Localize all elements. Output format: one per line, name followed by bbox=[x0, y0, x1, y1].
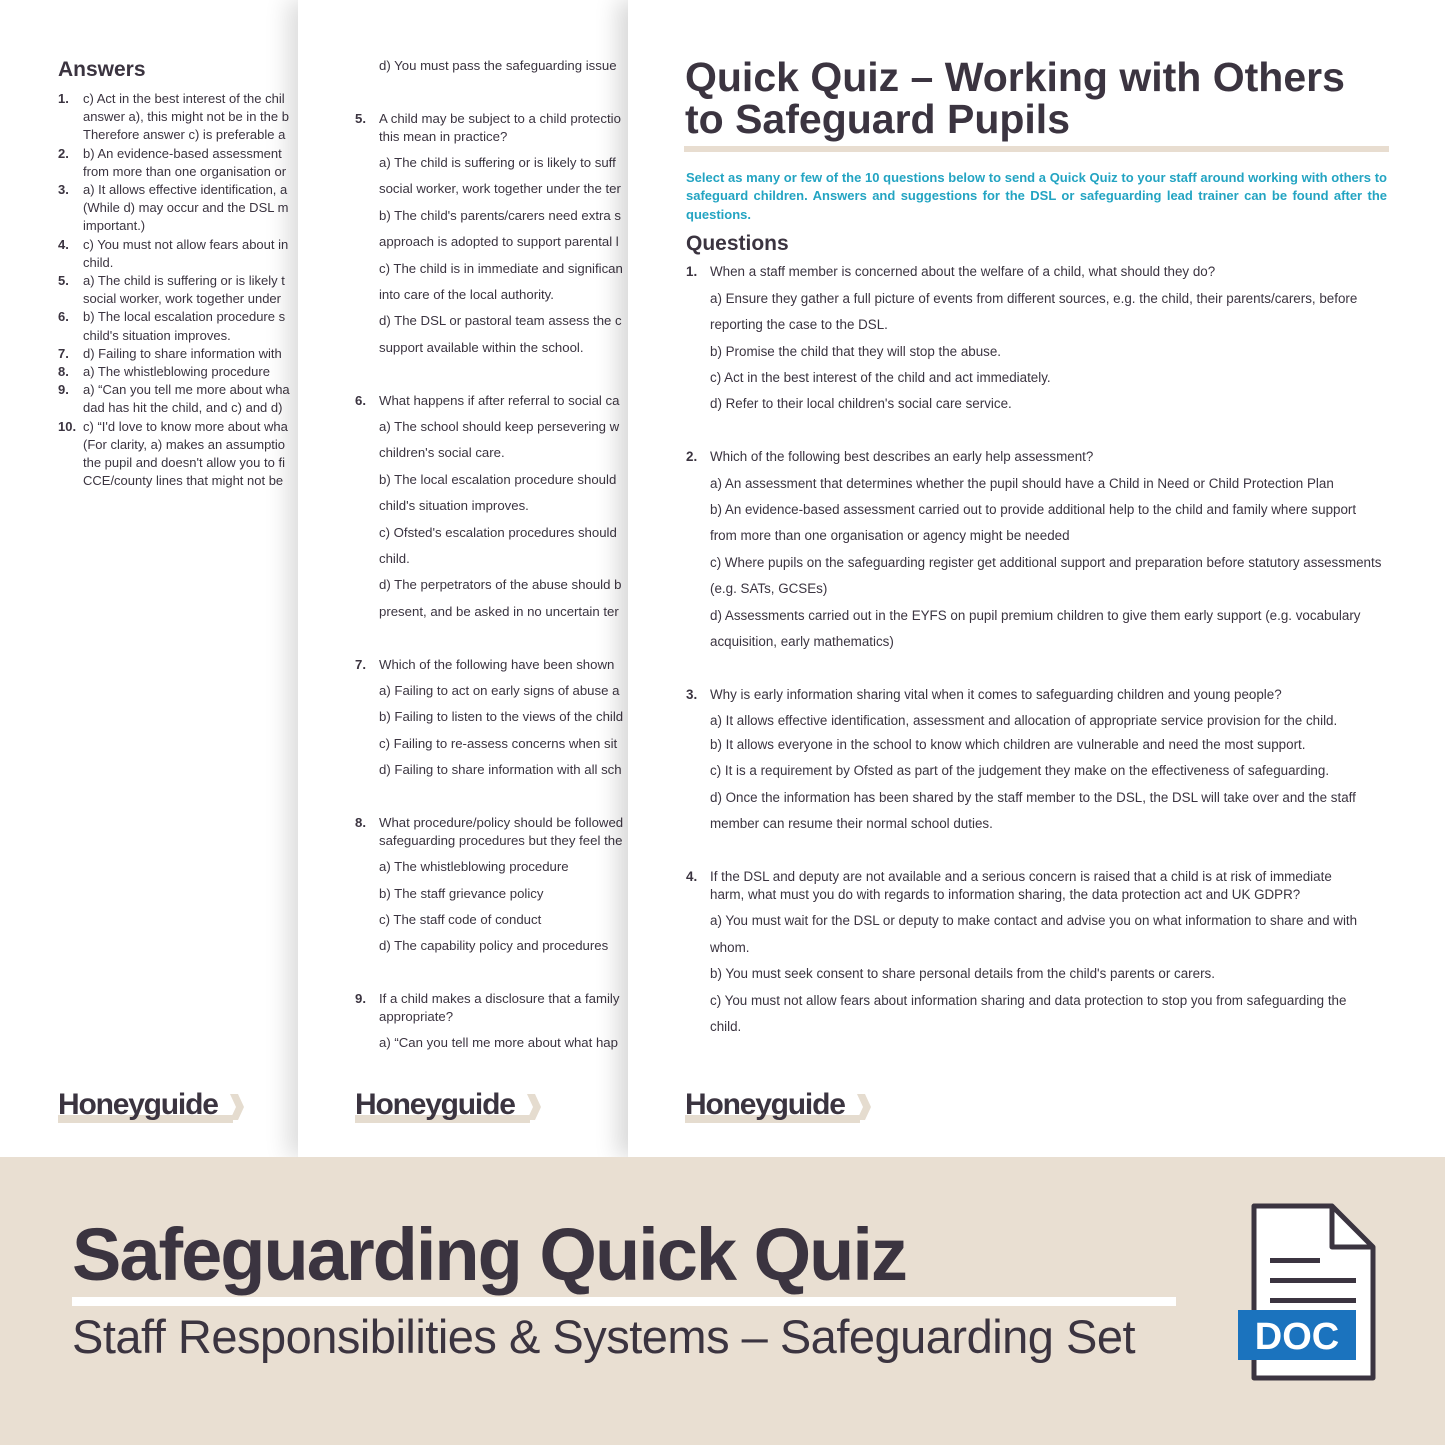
option-text: a) “Can you tell me more about what hap bbox=[379, 1035, 618, 1050]
answers-list bbox=[58, 90, 300, 490]
option-text: d) Failing to share information with all sch bbox=[379, 762, 622, 777]
banner-subtitle: Staff Responsibilities & Systems – Safeguarding Set bbox=[72, 1310, 1136, 1363]
answer-number: 10. bbox=[58, 418, 77, 434]
option-text: child. bbox=[379, 551, 410, 566]
document-icon bbox=[1236, 1202, 1378, 1384]
option-text: d) The DSL or pastoral team assess the c bbox=[379, 313, 622, 328]
answer-text: (While d) may occur and the DSL m bbox=[83, 200, 289, 216]
answer-text: answer a), this might not be in the b bbox=[83, 109, 289, 125]
question-text: Which of the following best describes an early help assessment? bbox=[710, 449, 1094, 464]
answer-number: 1. bbox=[58, 91, 69, 106]
answers-page bbox=[0, 0, 300, 1157]
option-text: a) The whistleblowing procedure bbox=[379, 859, 569, 874]
answer-line bbox=[58, 272, 300, 290]
answer-line bbox=[58, 418, 300, 436]
question-number: 3. bbox=[686, 687, 698, 702]
answer-number-spacer bbox=[58, 399, 83, 417]
question-text: A child may be subject to a child protectio bbox=[379, 111, 621, 126]
option-text: c) Ofsted's escalation procedures should bbox=[379, 525, 617, 540]
option-text: d) You must pass the safeguarding issue bbox=[379, 58, 617, 73]
answer-text: b) An evidence-based assessment bbox=[83, 145, 282, 161]
answer-text: Therefore answer c) is preferable a bbox=[83, 127, 286, 143]
option-text: c) Failing to re-assess concerns when sit bbox=[379, 736, 618, 751]
answer-text: (For clarity, a) makes an assumptio bbox=[83, 436, 286, 452]
question-text: If a child makes a disclosure that a family bbox=[379, 991, 620, 1006]
question-text: What procedure/policy should be followed bbox=[379, 815, 624, 830]
question-number: 8. bbox=[355, 815, 366, 830]
option-text: children's social care. bbox=[379, 445, 505, 460]
option-text: approach is adopted to support parental l bbox=[379, 234, 619, 249]
option-text: safeguarding procedures but they feel the bbox=[379, 833, 623, 848]
answer-text: d) Failing to share information with bbox=[83, 345, 282, 361]
answer-line bbox=[58, 145, 300, 163]
answer-text: a) “Can you tell me more about wha bbox=[83, 382, 290, 398]
option-text: c) You must not allow fears about information sharing and data protection to stop you from safeguarding the bbox=[710, 993, 1347, 1008]
option-text: b) Promise the child that they will stop the abuse. bbox=[710, 344, 1002, 359]
option-text: d) Refer to their local children's social care service. bbox=[710, 396, 1012, 411]
option-text: acquisition, early mathematics) bbox=[710, 634, 894, 649]
answer-text: c) Act in the best interest of the chil bbox=[83, 91, 285, 106]
question-text: Why is early information sharing vital when it comes to safeguarding children and young people? bbox=[710, 687, 1282, 702]
option-text: b) The local escalation procedure should bbox=[379, 472, 617, 487]
option-text: child's situation improves. bbox=[379, 498, 529, 513]
option-text: b) The staff grievance policy bbox=[379, 886, 544, 901]
answer-text: a) The whistleblowing procedure bbox=[83, 364, 270, 380]
option-text: social worker, work together under the ter bbox=[379, 181, 621, 196]
answer-line bbox=[58, 454, 300, 472]
answer-line bbox=[58, 290, 300, 308]
option-text: d) Once the information has been shared by the staff member to the DSL, the DSL will take over and the staff bbox=[710, 790, 1356, 805]
option-text: appropriate? bbox=[379, 1009, 454, 1024]
logo-text: Honeyguide bbox=[685, 1088, 845, 1121]
answer-line bbox=[58, 236, 300, 254]
answer-number-spacer bbox=[58, 199, 83, 217]
option-text: d) The perpetrators of the abuse should b bbox=[379, 577, 622, 592]
answer-number-spacer bbox=[58, 454, 83, 472]
answer-number: 7. bbox=[58, 345, 69, 361]
answer-number: 8. bbox=[58, 364, 69, 380]
question-text: If the DSL and deputy are not available and a serious concern is raised that a child is at risk of immediate bbox=[710, 869, 1332, 884]
quiz-title-line-1: Quick Quiz – Working with Others bbox=[685, 54, 1345, 100]
answer-text: social worker, work together under bbox=[83, 291, 281, 307]
option-text: child. bbox=[710, 1019, 742, 1034]
quiz-front-page bbox=[628, 0, 1445, 1157]
answer-text: child. bbox=[83, 254, 114, 270]
answer-text: the pupil and doesn't allow you to fi bbox=[83, 455, 285, 471]
option-text: b) The child's parents/carers need extra s bbox=[379, 208, 621, 223]
option-text: reporting the case to the DSL. bbox=[710, 317, 888, 332]
answer-line bbox=[58, 90, 300, 108]
option-text: c) Act in the best interest of the child and act immediately. bbox=[710, 370, 1051, 385]
answer-number-spacer bbox=[58, 327, 83, 345]
question-number: 9. bbox=[355, 991, 366, 1006]
answer-line bbox=[58, 163, 300, 181]
option-text: b) An evidence-based assessment carried out to provide additional help to the child and family where support bbox=[710, 502, 1357, 517]
banner-title: Safeguarding Quick Quiz bbox=[72, 1213, 906, 1296]
answer-line bbox=[58, 217, 300, 235]
option-text: c) The staff code of conduct bbox=[379, 912, 542, 927]
logo-text: Honeyguide bbox=[355, 1088, 515, 1121]
question-text: Which of the following have been shown bbox=[379, 657, 615, 672]
answer-text: dad has hit the child, and c) and d) bbox=[83, 400, 283, 416]
quiz-title-line-2: to Safeguard Pupils bbox=[685, 96, 1070, 142]
answers-heading: Answers bbox=[58, 58, 146, 81]
option-text: a) The child is suffering or is likely to suff bbox=[379, 155, 616, 170]
option-text: into care of the local authority. bbox=[379, 287, 554, 302]
option-text: whom. bbox=[710, 940, 750, 955]
question-number: 7. bbox=[355, 657, 366, 672]
answer-line bbox=[58, 308, 300, 326]
answer-text: CCE/county lines that might not be bbox=[83, 473, 284, 489]
banner-divider bbox=[72, 1297, 1176, 1306]
question-text: What happens if after referral to social ca bbox=[379, 393, 620, 408]
answer-text: child's situation improves. bbox=[83, 327, 231, 343]
answer-line bbox=[58, 199, 300, 217]
answer-number: 9. bbox=[58, 382, 69, 398]
option-text: a) You must wait for the DSL or deputy to make contact and advise you on what information to share and with bbox=[710, 913, 1358, 928]
option-text: (e.g. SATs, GCSEs) bbox=[710, 581, 828, 596]
answer-text: a) The child is suffering or is likely t bbox=[83, 273, 285, 289]
answer-number: 3. bbox=[58, 182, 69, 198]
answer-text: c) “I'd love to know more about wha bbox=[83, 418, 288, 434]
question-number: 1. bbox=[686, 264, 698, 279]
option-text: harm, what must you do with regards to information sharing, the data protection act and UK GDPR? bbox=[710, 887, 1301, 902]
option-text: b) You must seek consent to share personal details from the child's parents or carers. bbox=[710, 966, 1215, 981]
question-number: 6. bbox=[355, 393, 366, 408]
option-text: b) Failing to listen to the views of the child bbox=[379, 709, 624, 724]
questions-page-2 bbox=[298, 0, 630, 1157]
option-text: a) Failing to act on early signs of abuse a bbox=[379, 683, 620, 698]
option-text: c) The child is in immediate and significan bbox=[379, 261, 623, 276]
question-text: When a staff member is concerned about the welfare of a child, what should they do? bbox=[710, 264, 1216, 279]
option-text: c) It is a requirement by Ofsted as part of the judgement they make on the effectiveness of safeguarding. bbox=[710, 763, 1330, 778]
question-number: 2. bbox=[686, 449, 698, 464]
answer-line bbox=[58, 126, 300, 144]
question-number: 5. bbox=[355, 111, 366, 126]
answer-line bbox=[58, 254, 300, 272]
answer-number-spacer bbox=[58, 163, 83, 181]
option-text: a) It allows effective identification, assessment and allocation of appropriate service provision for the child. bbox=[710, 713, 1338, 728]
answer-text: from more than one organisation or bbox=[83, 163, 287, 179]
answer-line bbox=[58, 363, 300, 381]
answer-number: 6. bbox=[58, 309, 69, 325]
answer-number-spacer bbox=[58, 108, 83, 126]
option-text: member can resume their normal school duties. bbox=[710, 816, 993, 831]
question-number: 4. bbox=[686, 869, 698, 884]
quiz-intro: Select as many or few of the 10 questions below to send a Quick Quiz to your staff around working with others to safeguard children. Answers and suggestions for the DSL or safeguarding lead trainer can be found after the questions. bbox=[686, 170, 1387, 222]
answer-number-spacer bbox=[58, 126, 83, 144]
answer-line bbox=[58, 399, 300, 417]
answer-text: c) You must not allow fears about in bbox=[83, 236, 289, 252]
answer-line bbox=[58, 381, 300, 399]
option-text: this mean in practice? bbox=[379, 129, 508, 144]
title-divider bbox=[684, 146, 1389, 152]
answer-text: important.) bbox=[83, 218, 146, 234]
option-text: support available within the school. bbox=[379, 340, 584, 355]
answer-number-spacer bbox=[58, 217, 83, 235]
option-text: a) Ensure they gather a full picture of events from different sources, e.g. the child, their parents/carers, before bbox=[710, 291, 1358, 306]
answer-number-spacer bbox=[58, 436, 83, 454]
option-text: b) It allows everyone in the school to know which children are vulnerable and need the most support. bbox=[710, 737, 1306, 752]
option-text: present, and be asked in no uncertain ter bbox=[379, 604, 619, 619]
answer-line bbox=[58, 436, 300, 454]
answer-line bbox=[58, 181, 300, 199]
option-text: from more than one organisation or agency might be needed bbox=[710, 528, 1070, 543]
answer-number-spacer bbox=[58, 254, 83, 272]
answer-line bbox=[58, 345, 300, 363]
quiz-title bbox=[685, 56, 1385, 140]
answer-number: 4. bbox=[58, 236, 69, 252]
answer-line bbox=[58, 472, 300, 490]
answer-line bbox=[58, 108, 300, 126]
option-text: d) The capability policy and procedures bbox=[379, 938, 609, 953]
answer-number-spacer bbox=[58, 472, 83, 490]
option-text: c) Where pupils on the safeguarding register get additional support and preparation before statutory assessments bbox=[710, 555, 1382, 570]
option-text: a) An assessment that determines whether the pupil should have a Child in Need or Child Protection Plan bbox=[710, 476, 1334, 491]
answer-text: a) It allows effective identification, a bbox=[83, 182, 288, 198]
option-text: a) The school should keep persevering w bbox=[379, 419, 620, 434]
questions-heading: Questions bbox=[686, 232, 789, 255]
answer-line bbox=[58, 327, 300, 345]
option-text: d) Assessments carried out in the EYFS on pupil premium children to give them early support (e.g. vocabulary bbox=[710, 608, 1361, 623]
answer-text: b) The local escalation procedure s bbox=[83, 309, 286, 325]
answer-number: 2. bbox=[58, 145, 69, 161]
logo-text: Honeyguide bbox=[58, 1088, 218, 1121]
answer-number: 5. bbox=[58, 273, 69, 289]
answer-number-spacer bbox=[58, 290, 83, 308]
doc-label: DOC bbox=[1254, 1316, 1340, 1358]
